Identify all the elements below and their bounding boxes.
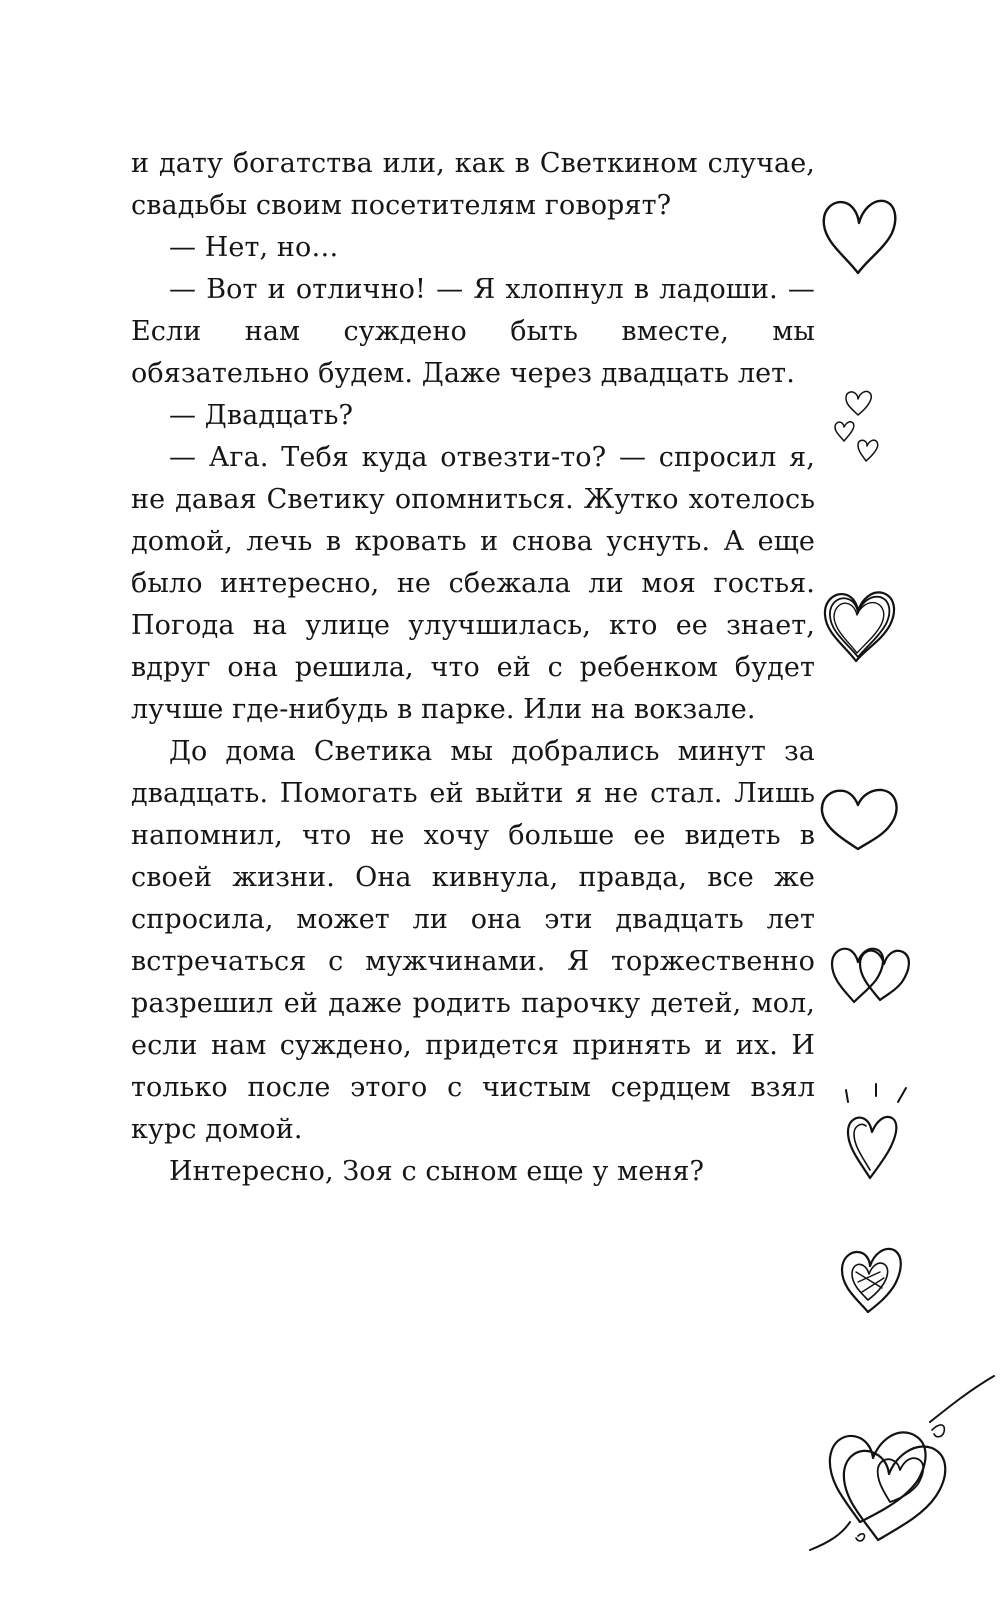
small-hearts-cluster-icon — [830, 385, 890, 465]
intertwined-hearts-icon — [780, 1362, 1000, 1562]
sparkle-heart-icon — [836, 1082, 916, 1182]
paragraph-5: — Ага. Тебя куда отвезти-то? — спросил я, не давая Светику опомниться. Жутко хотелось доmой, лечь в кровать и снова уснуть. А еще было интересно, не сбежала ли моя гостья. Погода на улице улучшилась, кто ее знает, вдруг она решила, что ей с ребенком будет лучше где-нибудь в парке. Или на вокзале. — [131, 442, 815, 725]
paragraph-7: Интересно, Зоя с сыном еще у меня? — [169, 1156, 705, 1187]
scribbled-heart-icon — [820, 585, 900, 667]
paragraph-3: — Вот и отлично! — Я хлопнул в ладоши. — Если нам суждено быть вместе, мы обязательно будем. Даже через двадцать лет. — [131, 274, 815, 389]
body-text — [131, 143, 815, 1193]
paragraph-2: — Нет, но… — [169, 232, 339, 263]
heart-outline-icon — [820, 195, 900, 277]
heart-outline-icon — [818, 785, 902, 853]
double-heart-icon — [828, 938, 918, 1008]
paragraph-1: и дату богатства или, как в Светкином случае, свадьбы своим посетителям говорят? — [131, 148, 815, 221]
paragraph-6: До дома Светика мы добрались минут за двадцать. Помогать ей выйти я не стал. Лишь напомнил, что не хочу больше ее видеть в своей жизни. Она кивнула, правда, все же спросила, может ли она эти двадцать лет встречаться с мужчинами. Я торжественно разрешил ей даже родить парочку детей, мол, если нам суждено, придется принять и их. И только после этого с чистым сердцем взял курс домой. — [131, 736, 815, 1145]
decorative-hearts-column — [780, 0, 1000, 1616]
paragraph-4: — Двадцать? — [169, 400, 354, 431]
filled-scribble-heart-icon — [838, 1242, 904, 1316]
